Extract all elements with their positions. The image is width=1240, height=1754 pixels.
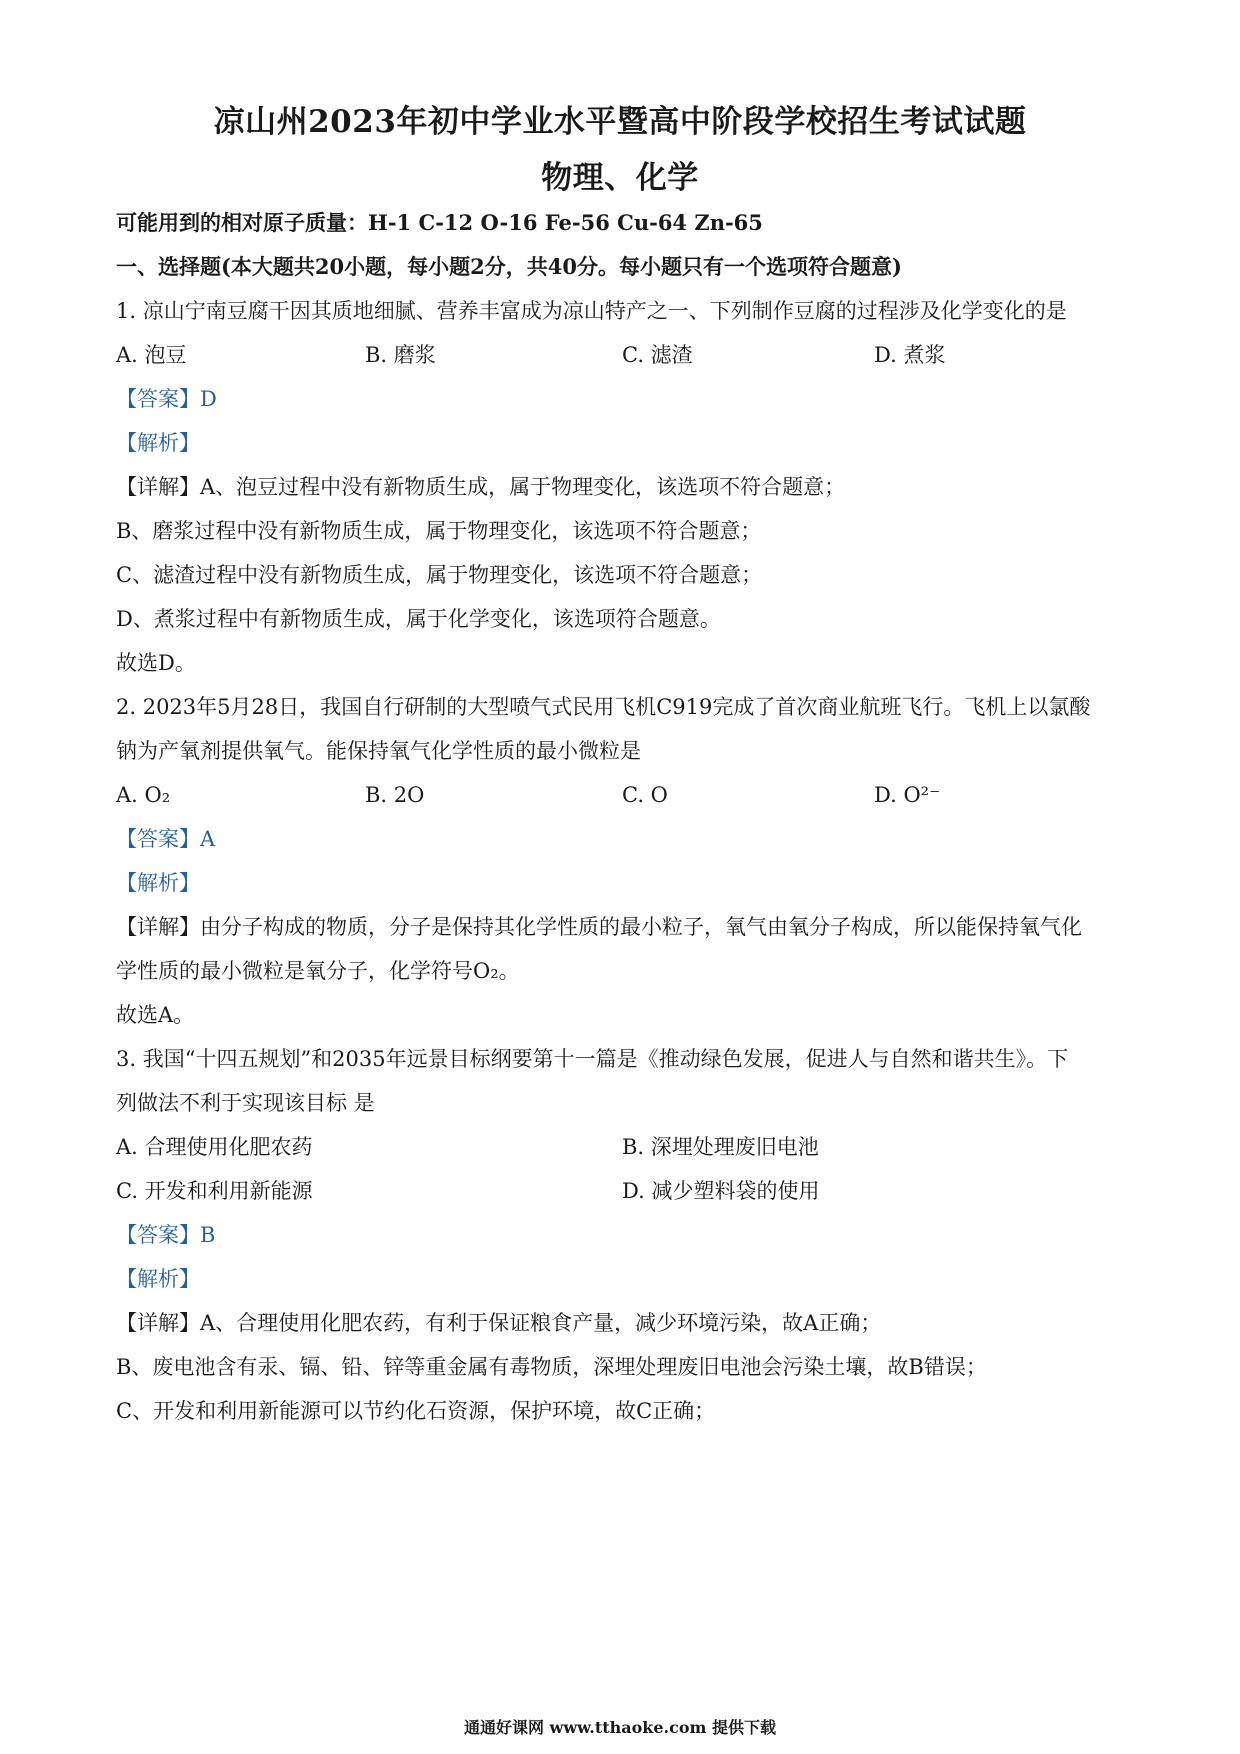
- q3-option-c: C. 开发和利用新能源: [116, 1179, 313, 1203]
- question-3-stem: 3. 我国“十四五规划”和2035年远景目标纲要第十一篇是《推动绿色发展，促进人与自然和谐共生》。下: [116, 1047, 1069, 1071]
- section-title: 一、选择题(本大题共20小题，每小题2分，共40分。每小题只有一个选项符合题意): [116, 254, 902, 279]
- exam-title: 凉山州2023年初中学业水平暨高中阶段学校招生考试试题: [213, 104, 1027, 140]
- question-2-stem-cont: 钠为产氧剂提供氧气。能保持氧气化学性质的最小微粒是: [116, 739, 641, 763]
- q1-detail-line: C、滤渣过程中没有新物质生成，属于物理变化，该选项不符合题意；: [116, 563, 763, 587]
- q3-detail-line: C、开发和利用新能源可以节约化石资源，保护环境，故C正确；: [116, 1399, 716, 1423]
- q2-analysis-label: 【解析】: [116, 871, 200, 895]
- q2-option-c: C. O: [622, 783, 668, 807]
- q2-option-b: B. 2O: [365, 783, 425, 807]
- q2-conclusion: 故选A。: [116, 1003, 195, 1027]
- q1-option-c: C. 滤渣: [622, 343, 693, 367]
- q1-detail-line: B、磨浆过程中没有新物质生成，属于物理变化，该选项不符合题意；: [116, 519, 762, 543]
- question-3-stem-cont: 列做法不利于实现该目标 是: [116, 1091, 375, 1115]
- q1-analysis-label: 【解析】: [116, 431, 200, 455]
- footer-watermark: 通通好课网 www.tthaoke.com 提供下载: [463, 1718, 777, 1737]
- q3-option-a: A. 合理使用化肥农药: [116, 1135, 313, 1159]
- q3-option-b: B. 深埋处理废旧电池: [622, 1135, 819, 1159]
- atomic-mass-line: 可能用到的相对原子质量：H-1 C-12 O-16 Fe-56 Cu-64 Zn-65: [116, 210, 763, 235]
- q1-detail-line: D、煮浆过程中有新物质生成，属于化学变化，该选项符合题意。: [116, 607, 721, 631]
- q1-option-b: B. 磨浆: [365, 343, 436, 367]
- q2-detail-line: 【详解】由分子构成的物质，分子是保持其化学性质的最小粒子，氧气由氧分子构成，所以能保持氧气化: [116, 915, 1082, 939]
- q2-detail-line: 学性质的最小微粒是氧分子，化学符号O₂。: [116, 959, 520, 983]
- question-1-stem: 1. 凉山宁南豆腐干因其质地细腻、营养丰富成为凉山特产之一、下列制作豆腐的过程涉及化学变化的是: [116, 299, 1067, 323]
- q3-detail-line: B、废电池含有汞、镉、铅、锌等重金属有毒物质，深埋处理废旧电池会污染土壤，故B错误；: [116, 1355, 987, 1379]
- q1-detail-line: 【详解】A、泡豆过程中没有新物质生成，属于物理变化，该选项不符合题意；: [116, 475, 846, 499]
- q1-answer: 【答案】D: [116, 387, 217, 411]
- q1-option-d: D. 煮浆: [874, 343, 946, 367]
- q2-option-d: D. O²⁻: [874, 783, 941, 807]
- exam-subtitle: 物理、化学: [541, 160, 699, 196]
- q3-detail-line: 【详解】A、合理使用化肥农药，有利于保证粮食产量，减少环境污染，故A正确；: [116, 1311, 882, 1335]
- q2-answer: 【答案】A: [116, 827, 216, 851]
- q2-option-a: A. O₂: [116, 783, 171, 807]
- q3-option-d: D. 减少塑料袋的使用: [622, 1179, 820, 1203]
- q3-answer: 【答案】B: [116, 1223, 216, 1247]
- question-2-stem: 2. 2023年5月28日，我国自行研制的大型喷气式民用飞机C919完成了首次商业航班飞行。飞机上以氯酸: [116, 695, 1091, 719]
- q1-option-a: A. 泡豆: [116, 343, 187, 367]
- q3-analysis-label: 【解析】: [116, 1267, 200, 1291]
- q1-conclusion: 故选D。: [116, 651, 196, 675]
